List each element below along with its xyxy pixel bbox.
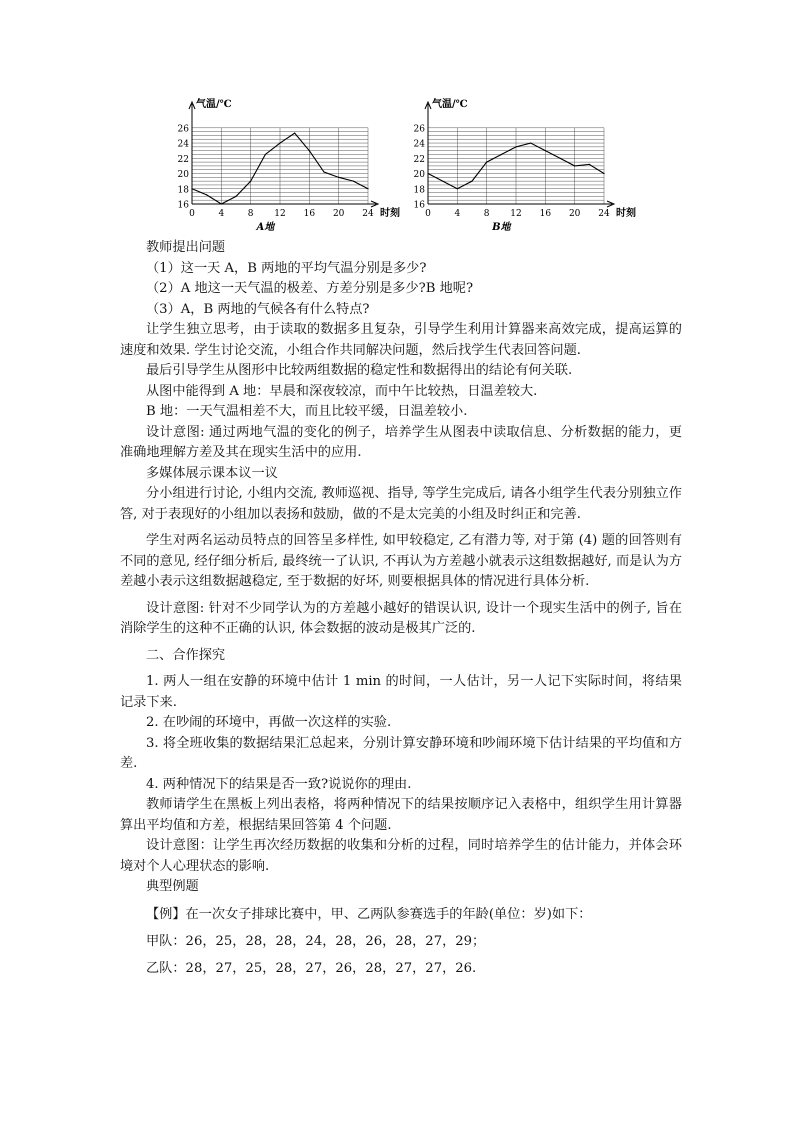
chart-title: A地 bbox=[256, 222, 275, 233]
x-tick-label: 24 bbox=[598, 209, 610, 219]
step-3: 3. 将全班收集的数据结果汇总起来，分别计算安静环境和吵闹环境下估计结果的平均值和方差. bbox=[120, 735, 682, 771]
data-point bbox=[486, 161, 487, 162]
section-heading: 二、合作探究 bbox=[146, 647, 226, 663]
team-b-ages: 乙队：28，27，25，28，27，26，28，27，27，26. bbox=[146, 960, 477, 976]
data-point bbox=[250, 181, 251, 182]
data-point bbox=[515, 146, 516, 147]
x-tick-label: 20 bbox=[568, 209, 581, 219]
data-point bbox=[603, 173, 604, 174]
data-point bbox=[206, 194, 207, 195]
chart-b bbox=[404, 96, 636, 236]
data-point bbox=[589, 164, 590, 165]
y-tick-label: 20 bbox=[413, 170, 425, 181]
x-tick-label: 8 bbox=[483, 209, 490, 219]
y-tick-label: 24 bbox=[177, 139, 189, 150]
step-4: 4. 两种情况下的结果是否一致?说说你的理由. bbox=[146, 776, 412, 792]
y-axis-label: 气温/℃ bbox=[196, 99, 232, 110]
team-a-ages: 甲队：26，25，28，28，24，28，26，28，27，29； bbox=[146, 933, 486, 949]
x-tick-label: 8 bbox=[247, 209, 254, 219]
x-axis-label: 时刻 bbox=[380, 208, 400, 219]
design-intent: 设计意图: 通过两地气温的变化的例子，培养学生从图表中读取信息、分析数据的能力，更准确地理解方差及其在现实生活中的应用. bbox=[120, 424, 682, 460]
data-point bbox=[338, 177, 339, 178]
data-point bbox=[279, 142, 280, 143]
paragraph: 教师请学生在黑板上列出表格，将两种情况下的结果按顺序记入表格中，组织学生用计算器算出平均值和方差，根据结果回答第 4 个问题. bbox=[120, 797, 682, 833]
x-tick-label: 0 bbox=[425, 209, 431, 219]
paragraph: 多媒体展示课本议一议 bbox=[146, 465, 278, 481]
x-tick-label: 0 bbox=[189, 209, 195, 219]
paragraph: B 地：一天气温相差不大，而且比较平缓，日温差较小. bbox=[146, 404, 468, 419]
y-tick-label: 26 bbox=[413, 124, 425, 135]
data-point bbox=[574, 165, 575, 166]
design-intent: 设计意图：让学生再次经历数据的收集和分析的过程，同时培养学生的估计能力，并体会环境对个人心理状态的影响. bbox=[120, 838, 682, 874]
y-tick-label: 22 bbox=[413, 154, 425, 165]
design-intent: 设计意图: 针对不少同学认为的方差越小越好的错误认识, 设计一个现实生活中的例子, 旨在消除学生的这种不正确的认识, 体会数据的波动是极其广泛的. bbox=[120, 600, 682, 636]
x-tick-label: 16 bbox=[303, 209, 316, 219]
data-point bbox=[457, 188, 458, 189]
data-point bbox=[530, 142, 531, 143]
x-tick-label: 4 bbox=[454, 209, 461, 219]
paragraph: 让学生独立思考，由于读取的数据多且复杂，引导学生利用计算器来高效完成，提高运算的速度和效果. 学生讨论交流，小组合作共同解决问题，然后找学生代表回答问题. bbox=[120, 322, 682, 358]
step-1: 1. 两人一组在安静的环境中估计 1 min 的时间，一人估计，另一人记下实际时间，将结果记录下来. bbox=[120, 674, 682, 710]
x-tick-label: 24 bbox=[362, 209, 374, 219]
y-tick-label: 16 bbox=[177, 200, 189, 211]
paragraph: 教师提出问题 bbox=[146, 240, 226, 255]
chart-a bbox=[168, 96, 400, 236]
x-tick-label: 16 bbox=[539, 209, 552, 219]
y-tick-label: 16 bbox=[413, 200, 425, 211]
data-point bbox=[353, 181, 354, 182]
x-axis-label: 时刻 bbox=[616, 208, 636, 219]
y-tick-label: 24 bbox=[413, 139, 425, 150]
data-point bbox=[221, 203, 222, 204]
y-tick-label: 18 bbox=[413, 185, 425, 196]
x-tick-label: 12 bbox=[510, 209, 522, 219]
question-1: （1）这一天 A，B 两地的平均气温分别是多少? bbox=[146, 260, 427, 276]
paragraph: 分小组进行讨论, 小组内交流, 教师巡视、指导, 等学生完成后, 请各小组学生代表分别独立作答, 对于表现好的小组加以表扬和鼓励，做的不是太完美的小组及时纠正和完善. bbox=[120, 486, 682, 522]
data-point bbox=[323, 171, 324, 172]
y-tick-label: 20 bbox=[177, 170, 189, 181]
data-point bbox=[367, 188, 368, 189]
question-3: （3）A，B 两地的气候各有什么特点? bbox=[146, 301, 370, 317]
chart-title: B地 bbox=[492, 222, 511, 233]
y-axis-label: 气温/℃ bbox=[432, 99, 468, 110]
lesson-text bbox=[120, 238, 682, 979]
data-point bbox=[442, 181, 443, 182]
y-tick-label: 18 bbox=[177, 185, 189, 196]
section-heading: 典型例题 bbox=[146, 879, 199, 894]
data-point bbox=[471, 181, 472, 182]
data-point bbox=[191, 188, 192, 189]
data-point bbox=[309, 150, 310, 151]
data-point bbox=[235, 196, 236, 197]
paragraph: 从图中能得到 A 地：早晨和深夜较凉，而中午比较热，日温差较大. bbox=[146, 383, 538, 399]
paragraph: 学生对两名运动员特点的回答呈多样性, 如甲较稳定, 乙有潜力等, 对于第 (4) 题的回答则有不同的意见, 经仔细分析后, 最终统一了认识, 不再认为方差越小就表示这组数据越好, 而是认为方差越小表示这组数据越稳定, 至于数据的好坏, 则要根据具体的情况进行具体分析. bbox=[120, 533, 682, 589]
data-point bbox=[545, 150, 546, 151]
data-point bbox=[265, 154, 266, 155]
data-point bbox=[427, 173, 428, 174]
step-2: 2. 在吵闹的环境中，再做一次这样的实验. bbox=[146, 715, 392, 730]
y-tick-label: 26 bbox=[177, 124, 189, 135]
x-tick-label: 12 bbox=[274, 209, 286, 219]
x-tick-label: 4 bbox=[218, 209, 225, 219]
data-point bbox=[559, 158, 560, 159]
data-point bbox=[294, 133, 295, 134]
temperature-charts bbox=[168, 96, 636, 236]
y-tick-label: 22 bbox=[177, 154, 189, 165]
data-point bbox=[501, 154, 502, 155]
question-2: （2）A 地这一天气温的极差、方差分别是多少?B 地呢? bbox=[146, 281, 474, 296]
example-statement: 【例】在一次女子排球比赛中，甲、乙两队参赛选手的年龄(单位：岁)如下： bbox=[146, 906, 592, 922]
paragraph: 最后引导学生从图形中比较两组数据的稳定性和数据得出的结论有何关联. bbox=[146, 363, 573, 378]
x-tick-label: 20 bbox=[332, 209, 345, 219]
